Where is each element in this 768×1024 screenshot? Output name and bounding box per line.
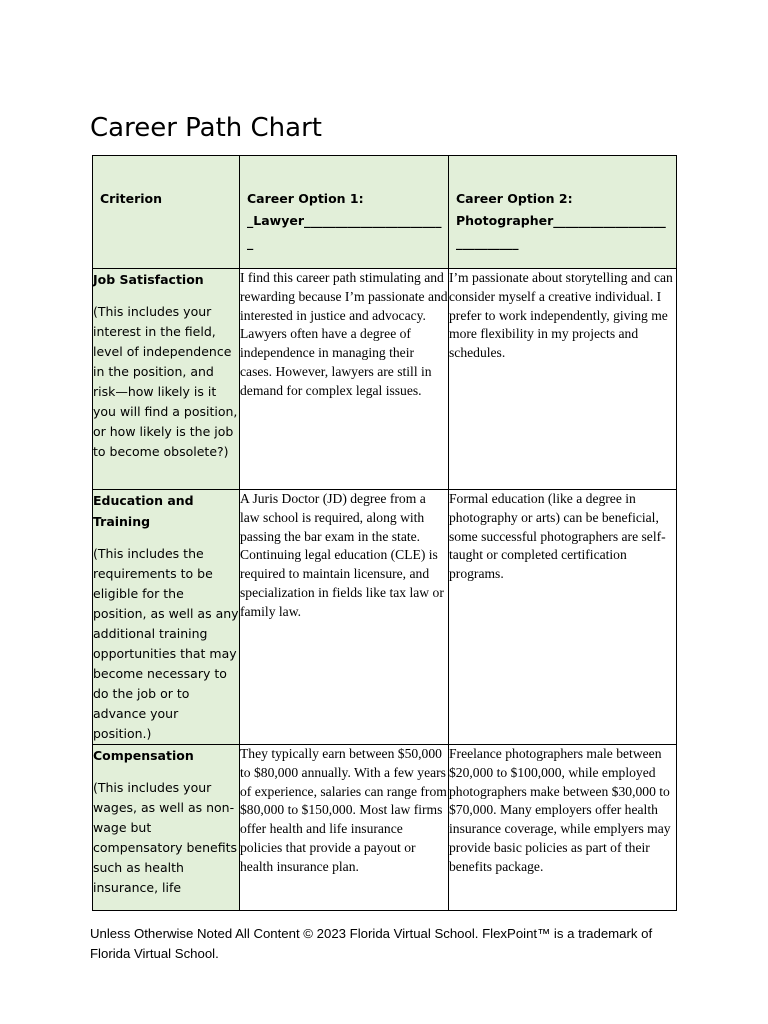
header-option2-value: Photographer____________________________ <box>456 213 666 250</box>
option1-cell: They typically earn between $50,000 to $80,000 annually. With a few years of experience, salaries can range from $80,000 to $150,000. Most law firms offer health and life insurance policies that provide a payout or health insurance plan. <box>240 745 449 911</box>
header-option1-label: Career Option 1: <box>247 191 364 206</box>
header-option1-cell <box>240 156 449 269</box>
criterion-cell <box>93 490 240 745</box>
criterion-description: (This includes your wages, as well as non-wage but compensatory benefits such as health insurance, life <box>93 780 238 895</box>
table-row <box>93 269 677 490</box>
header-criterion: Criterion <box>100 191 163 206</box>
career-path-table <box>92 155 677 911</box>
criterion-title: Job Satisfaction <box>93 272 204 287</box>
header-option2-cell <box>449 156 677 269</box>
page-title: Career Path Chart <box>90 113 322 143</box>
table-header-row <box>93 156 677 269</box>
header-option1-value: _Lawyer_______________________ <box>247 213 442 250</box>
header-option2-label: Career Option 2: <box>456 191 573 206</box>
option1-cell: I find this career path stimulating and rewarding because I’m passionate and interested in justice and advocacy. Lawyers often have a degree of independence in managing their cases. However, lawyers are still in demand for complex legal issues. <box>240 269 449 490</box>
criterion-title: Education and Training <box>93 493 194 529</box>
table-row <box>93 745 677 911</box>
header-criterion-cell <box>93 156 240 269</box>
header-option2 <box>449 156 676 254</box>
header-option1 <box>240 156 448 254</box>
criterion-cell <box>93 745 240 911</box>
table-row <box>93 490 677 745</box>
copyright-footer: Unless Otherwise Noted All Content © 2023 Florida Virtual School. FlexPoint™ is a trademark of Florida Virtual School. <box>90 926 653 961</box>
criterion-description: (This includes your interest in the field, level of independence in the position, and risk—how likely is it you will find a position, or how likely is the job to become obsolete?) <box>93 304 238 459</box>
option2-cell: Freelance photographers male between $20,000 to $100,000, while employed photographers make between $30,000 to $70,000. Many employers offer health insurance coverage, while emplyers may provide basic policies as part of their benefits package. <box>449 745 677 911</box>
option2-cell: I’m passionate about storytelling and can consider myself a creative individual. I prefer to work independently, giving me more flexibility in my projects and schedules. <box>449 269 677 490</box>
criterion-title: Compensation <box>93 748 194 763</box>
criterion-description: (This includes the requirements to be eligible for the position, as well as any additional training opportunities that may become necessary to do the job or to advance your position.) <box>93 546 239 741</box>
criterion-cell <box>93 269 240 490</box>
option2-cell: Formal education (like a degree in photography or arts) can be beneficial, some successful photographers are self-taught or completed certification programs. <box>449 490 677 745</box>
option1-cell: A Juris Doctor (JD) degree from a law school is required, along with passing the bar exam in the state. Continuing legal education (CLE) is required to maintain licensure, and specialization in fields like tax law or family law. <box>240 490 449 745</box>
